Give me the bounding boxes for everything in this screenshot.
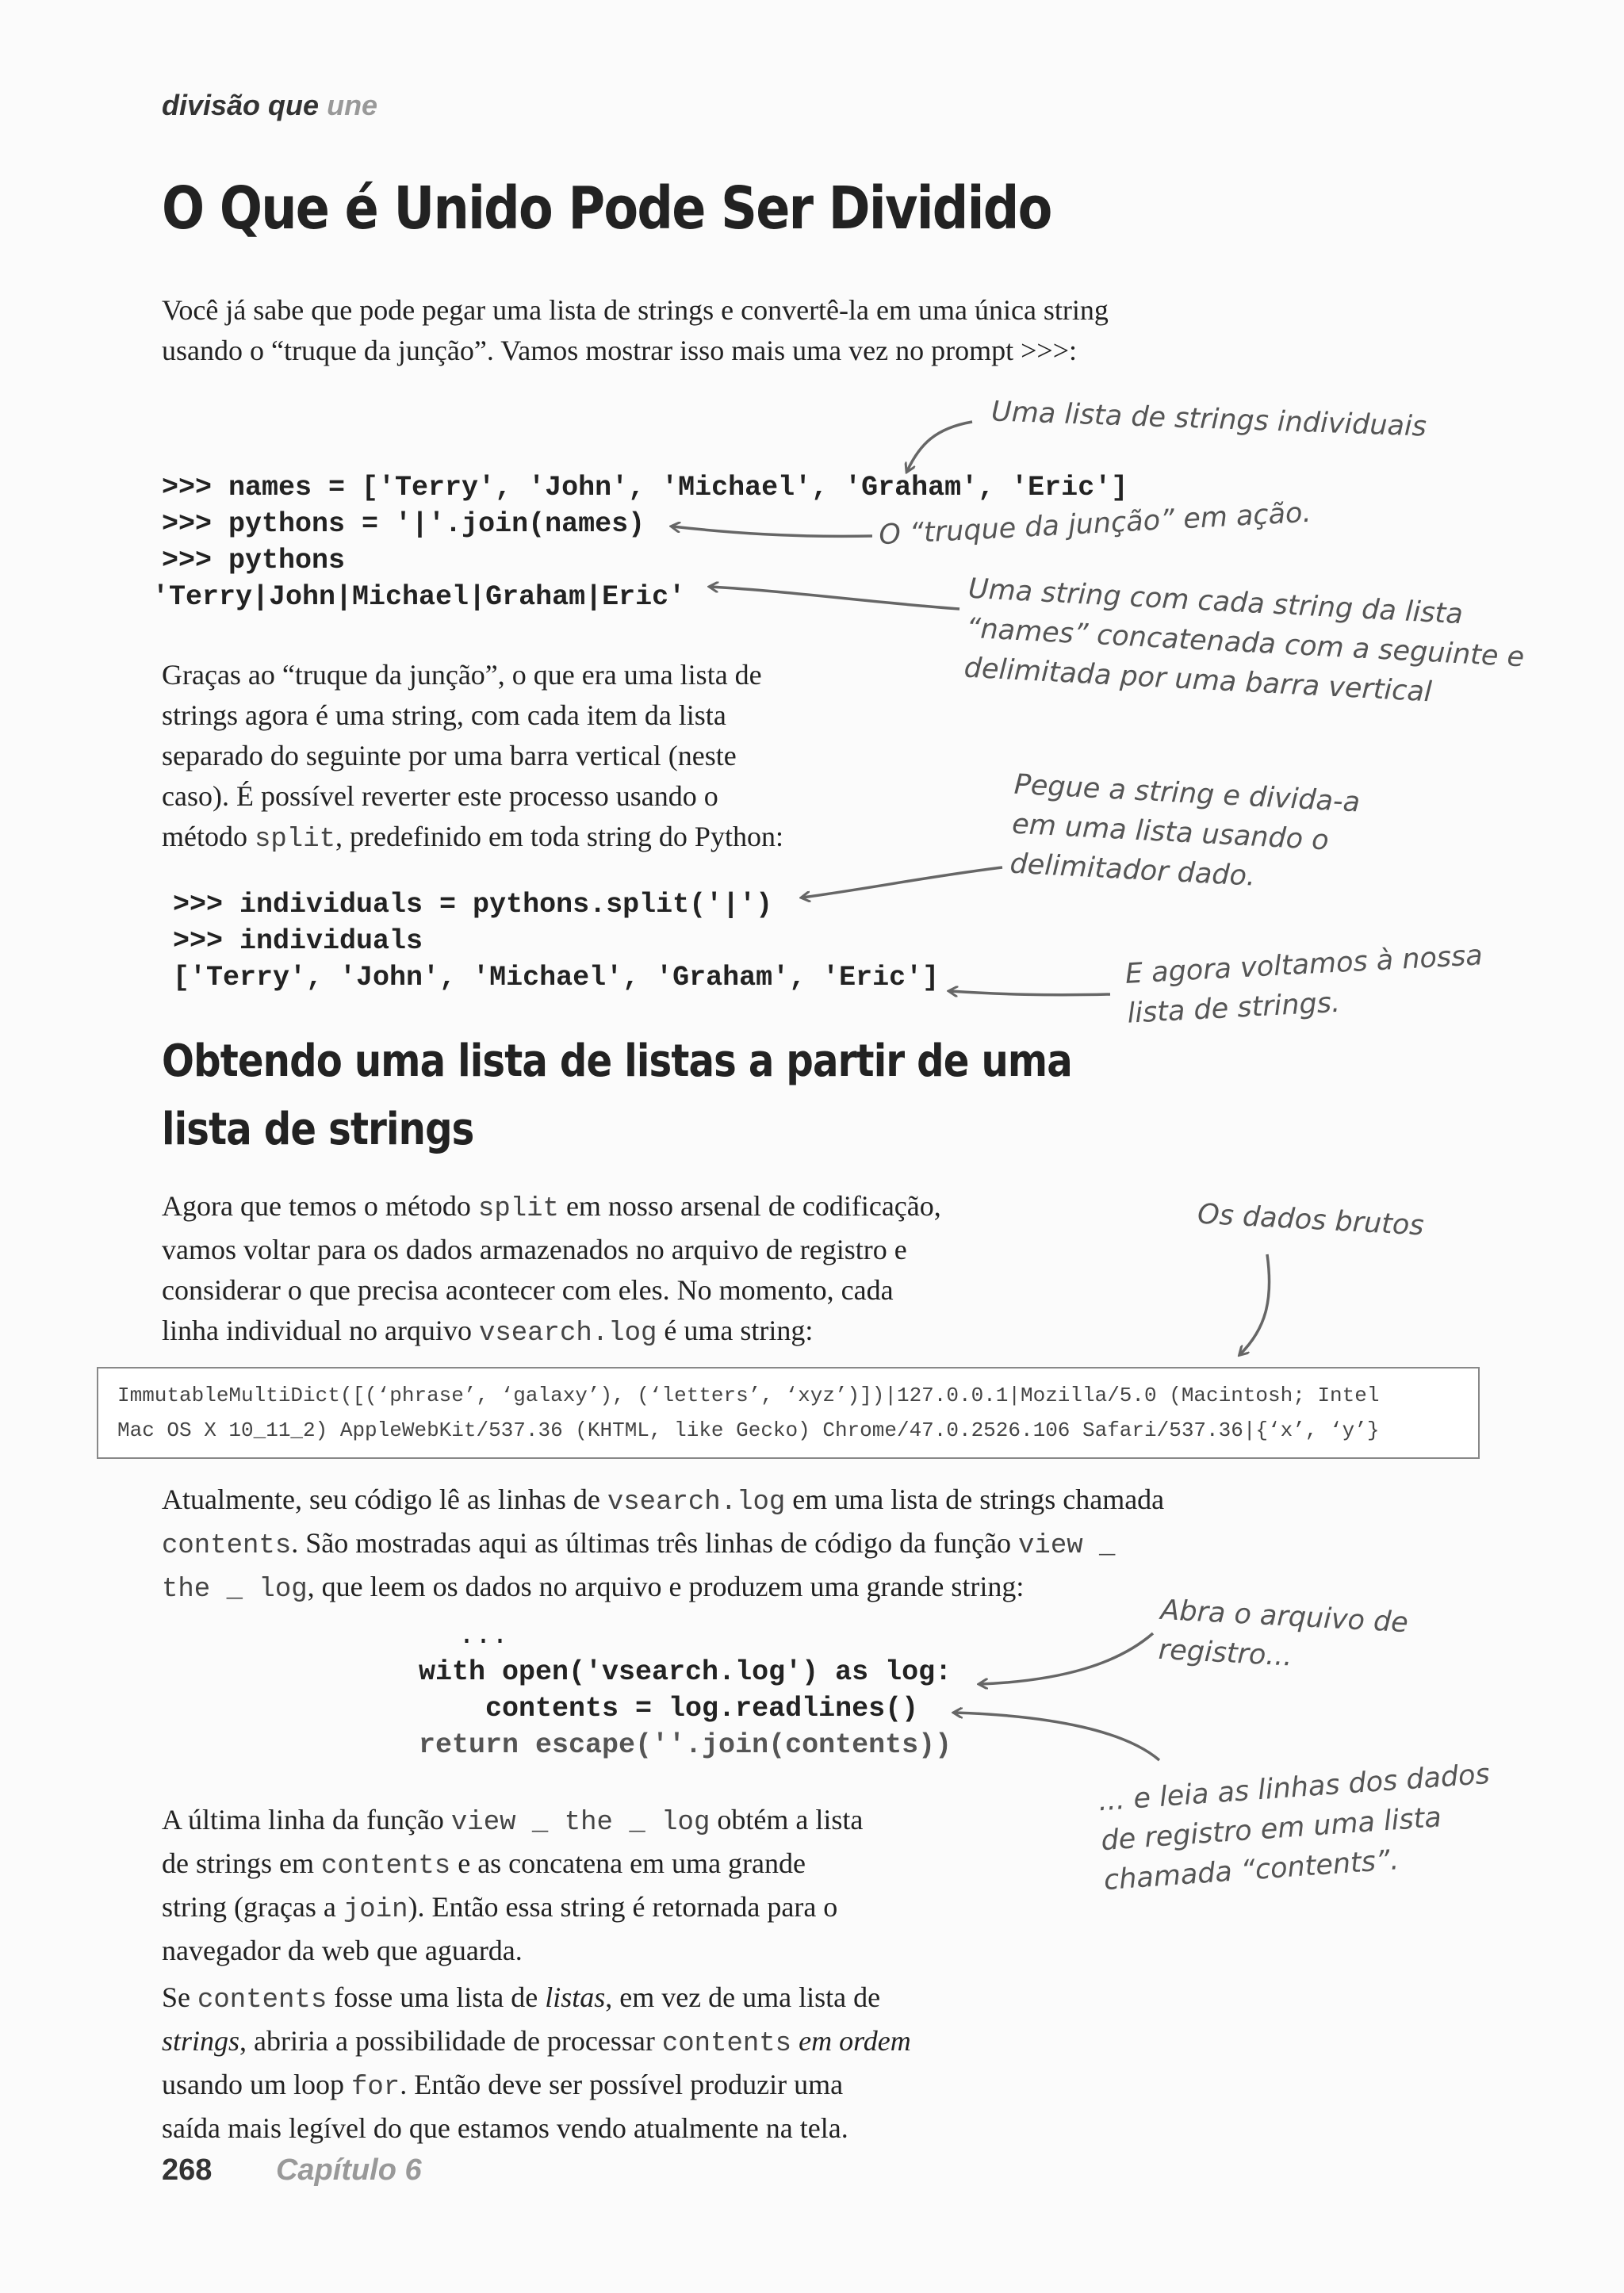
text-line: separado do seguinte por uma barra vertical (neste [162, 740, 737, 771]
text-line: caso). É possível reverter este processo usando o [162, 780, 718, 812]
code-line: >>> individuals = pythons.split('|') [173, 889, 773, 921]
section-heading-line-2: lista de strings [162, 1104, 474, 1155]
note-join-trick: O “truque da junção” em ação. [878, 496, 1312, 552]
text-line: saída mais legível do que estamos vendo atualmente na tela. [162, 2112, 848, 2144]
page-title: O Que é Unido Pode Ser Dividido [162, 174, 1051, 243]
note-raw-data: Os dados brutos [1197, 1198, 1425, 1242]
text-line: Agora que temos o método split em nosso arsenal de codificação, [162, 1190, 941, 1224]
text-line: strings agora é uma string, com cada item da lista [162, 699, 726, 731]
code-line: >>> pythons [162, 545, 346, 576]
intro-line-2: usando o “truque da junção”. Vamos mostrar isso mais uma vez no prompt >>>: [162, 335, 1078, 366]
code-ellipsis: ... [458, 1620, 509, 1652]
code-line: return escape(''.join(contents)) [419, 1729, 952, 1761]
arrow-to-readlines [955, 1713, 1159, 1760]
note-list-individual: Uma lista de strings individuais [990, 396, 1427, 443]
inline-code: vsearch.log [478, 1319, 657, 1349]
arrow-to-log [1240, 1254, 1270, 1354]
arrow-to-individuals [950, 991, 1110, 995]
text-line: A última linha da função view _ the _ log obtém a lista [162, 1804, 864, 1838]
chapter-label: Capítulo 6 [275, 2153, 422, 2187]
code-line: >>> pythons = '|'.join(names) [162, 508, 645, 540]
inline-code: view _ the _ log [450, 1808, 710, 1838]
inline-code: split [254, 825, 336, 855]
text-line: Atualmente, seu código lê as linhas de vsearch.log em uma lista de strings chamada [162, 1483, 1165, 1518]
text-line: considerar o que precisa acontecer com eles. No momento, cada [162, 1274, 894, 1306]
arrow-to-names [907, 422, 972, 471]
text-line: método split, predefinido em toda string do Python: [162, 821, 783, 855]
note-split-it: Pegue a string e divida-a em uma lista usando o delimitador dado. [1009, 768, 1362, 893]
inline-code: contents [197, 1985, 327, 2015]
arrow-to-split [802, 867, 1002, 898]
code-line: >>> names = ['Terry', 'John', 'Michael', 'Graham', 'Eric'] [162, 472, 1128, 503]
text-line: Se contents fosse uma lista de listas, em vez de uma lista de [162, 1981, 881, 2015]
header-accent: une [327, 89, 378, 121]
inline-code: contents [661, 2029, 792, 2059]
log-line-2: Mac OS X 10_11_2) AppleWebKit/537.36 (KHTML, like Gecko) Chrome/47.0.2526.106 Safari/537.36|{‘x’, ‘y’} [117, 1418, 1380, 1442]
page-number: 268 [162, 2153, 213, 2187]
text-line: de strings em contents e as concatena em uma grande [162, 1847, 806, 1881]
arrow-to-with-open [980, 1633, 1153, 1684]
text-line: vamos voltar para os dados armazenados no arquivo de registro e [162, 1234, 907, 1265]
intro-line-1: Você já sabe que pode pegar uma lista de strings e convertê-la em uma única string [162, 294, 1109, 326]
text-line: navegador da web que aguarda. [162, 1935, 523, 1966]
code-line: with open('vsearch.log') as log: [419, 1656, 952, 1688]
note-concat-string: Uma string com cada string da lista “names” concatenada com a seguinte e delimitada por uma barra vertical [963, 572, 1526, 709]
code-line: contents = log.readlines() [419, 1693, 919, 1725]
inline-code: view _ [1018, 1531, 1116, 1561]
inline-code: split [477, 1194, 559, 1224]
page-footer [162, 2153, 422, 2188]
note-back-to-list: E agora voltamos à nossa lista de strings. [1124, 940, 1484, 1030]
inline-code: contents [320, 1851, 451, 1881]
note-open-file: Abra o arquivo de registro... [1157, 1594, 1409, 1673]
inline-code: the _ log [162, 1575, 308, 1605]
inline-code: contents [162, 1531, 292, 1561]
code-line: >>> individuals [173, 925, 423, 957]
inline-code: join [343, 1895, 408, 1925]
header-prefix: divisão que [162, 89, 320, 121]
text-line: strings, abriria a possibilidade de processar contents em ordem [162, 2025, 911, 2059]
text-line: string (graças a join). Então essa string é retornada para o [162, 1891, 838, 1925]
code-output-line: 'Terry|John|Michael|Graham|Eric' [152, 581, 686, 613]
arrow-to-pythons [710, 587, 959, 609]
text-line: contents. São mostradas aqui as últimas três linhas de código da função view _ [162, 1527, 1116, 1561]
note-read-lines: ... e leia as linhas dos dados de registro em uma lista chamada “contents”. [1097, 1758, 1491, 1897]
arrow-to-join [672, 526, 872, 536]
section-heading-line-1: Obtendo uma lista de listas a partir de uma [162, 1035, 1072, 1087]
text-line: the _ log, que leem os dados no arquivo e produzem uma grande string: [162, 1571, 1025, 1605]
text-line: Graças ao “truque da junção”, o que era uma lista de [162, 659, 762, 691]
text-line: linha individual no arquivo vsearch.log é uma string: [162, 1315, 814, 1349]
inline-code: for [351, 2073, 400, 2103]
log-line-1: ImmutableMultiDict([(‘phrase’, ‘galaxy’), (‘letters’, ‘xyz’)])|127.0.0.1|Mozilla/5.0 (Macintosh; Intel [117, 1384, 1380, 1407]
inline-code: vsearch.log [607, 1487, 786, 1518]
code-output-line: ['Terry', 'John', 'Michael', 'Graham', 'Eric'] [173, 962, 940, 993]
text-line: usando um loop for. Então deve ser possível produzir uma [162, 2069, 844, 2103]
